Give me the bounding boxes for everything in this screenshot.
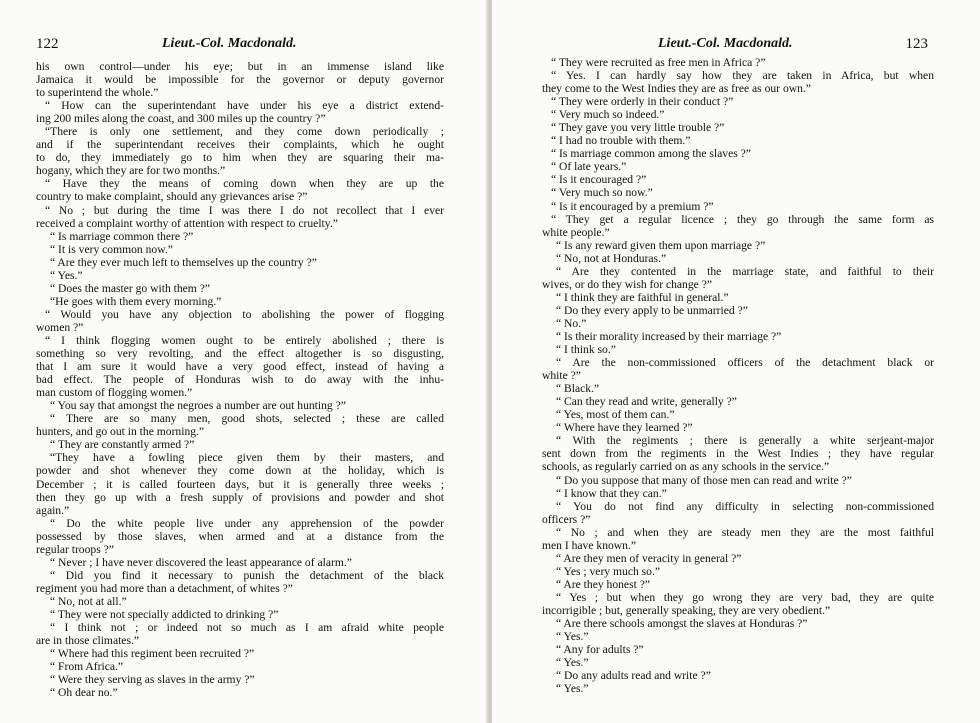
text-line: “There is only one settlement, and they come down periodically ; bbox=[45, 125, 444, 139]
text-line: “ Does the master go with them ?” bbox=[50, 281, 211, 295]
text-line: his own control—under his eye; but in an immense island like bbox=[36, 60, 444, 73]
text-line: “ Do any adults read and write ?” bbox=[556, 669, 711, 683]
right-page-header bbox=[550, 36, 928, 56]
text-line: “ Any for adults ?” bbox=[556, 643, 644, 657]
text-line: “ Yes. I can hardly say how they are taken in Africa, but when bbox=[551, 69, 934, 83]
text-line: man custom of flogging women.” bbox=[36, 386, 193, 400]
text-line: “ They were not specially addicted to drinking ?” bbox=[50, 607, 279, 621]
text-line: are in those climates.” bbox=[36, 634, 140, 648]
text-line: “ From Africa.” bbox=[50, 660, 124, 674]
text-line: “ Yes.” bbox=[556, 656, 589, 670]
text-line: “ They were recruited as free men in Africa ?” bbox=[551, 56, 766, 69]
left-page-header bbox=[36, 36, 440, 56]
text-line: “ They are constantly armed ?” bbox=[50, 438, 195, 452]
text-line: and if the superintendant receives their complaints, which he ought bbox=[36, 138, 444, 152]
text-line: hunters, and go out in the morning.” bbox=[36, 425, 205, 439]
right-running-head: Lieut.-Col. Macdonald. bbox=[658, 36, 793, 51]
text-line: “ Never ; I have never discovered the least appearance of alarm.” bbox=[50, 555, 352, 569]
text-line: “ Very much so now.” bbox=[551, 186, 653, 200]
text-line: “ It is very common now.” bbox=[50, 242, 173, 256]
left-page-number: 122 bbox=[36, 36, 59, 52]
text-line: “ No, not at Honduras.” bbox=[556, 251, 667, 265]
text-line: “ Are they contented in the marriage state, and faithful to their bbox=[556, 264, 934, 278]
right-page bbox=[492, 0, 980, 723]
text-line: regular troops ?” bbox=[36, 542, 114, 556]
text-line: incorrigible ; but, generally speaking, they are very obedient.” bbox=[542, 603, 831, 617]
text-line: “ Can they read and write, generally ?” bbox=[556, 395, 737, 409]
text-line: “ Oh dear no.” bbox=[50, 686, 118, 700]
right-page-body bbox=[542, 56, 934, 695]
text-line: “ Are the non-commissioned officers of the detachment black or bbox=[556, 356, 934, 370]
text-line: “ Is their morality increased by their marriage ?” bbox=[556, 329, 782, 343]
text-line: “ I had no trouble with them.” bbox=[551, 134, 691, 148]
text-line: “ No, not at all.” bbox=[50, 594, 127, 608]
text-line: “ Yes, most of them can.” bbox=[556, 408, 675, 422]
text-line: “ Have they the means of coming down when they are up the bbox=[45, 177, 444, 191]
text-line: “ No ; and when they are steady men they are the most faithful bbox=[556, 525, 934, 539]
right-page-number: 123 bbox=[905, 36, 928, 52]
text-line: “ Do they every apply to be unmarried ?” bbox=[556, 303, 748, 317]
text-line: “ Do you suppose that many of those men can read and write ?” bbox=[556, 473, 852, 487]
text-line: “ You say that amongst the negroes a number are out hunting ?” bbox=[50, 399, 346, 413]
text-line: “ Were they serving as slaves in the army ?” bbox=[50, 673, 255, 687]
text-line: “ Is marriage common among the slaves ?” bbox=[551, 147, 751, 161]
text-line: “ Would you have any objection to abolishing the power of flogging bbox=[45, 307, 444, 321]
text-line: “ They were orderly in their conduct ?” bbox=[551, 95, 734, 109]
text-line: “ Of late years.” bbox=[551, 160, 627, 174]
text-line: “ They get a regular licence ; they go through the same form as bbox=[551, 212, 934, 226]
text-line: “ Are there schools amongst the slaves at Honduras ?” bbox=[556, 617, 808, 631]
text-line: possessed by those slaves, when armed and at a distance from the bbox=[36, 529, 444, 543]
text-line: “ I think so.” bbox=[556, 343, 616, 357]
text-line: “ Yes.” bbox=[556, 630, 589, 644]
text-line: regiment you had more than a detachment, of whites ?” bbox=[36, 581, 293, 595]
text-line: “ Is it encouraged ?” bbox=[551, 173, 647, 187]
text-line: that I am sure it would have a very good effect, instead of having a bbox=[36, 360, 444, 374]
text-line: then they go up with a fresh supply of provisions and powder and shot bbox=[36, 490, 444, 504]
text-line: “ Are they ever much left to themselves up the country ?” bbox=[50, 255, 317, 269]
text-line: to do, they immediately go to him when they are squaring their ma- bbox=[36, 151, 444, 165]
text-line: “ Is it encouraged by a premium ?” bbox=[551, 199, 714, 213]
text-line: women ?” bbox=[36, 320, 84, 334]
text-line: “ I know that they can.” bbox=[556, 486, 667, 500]
text-line: “ Is marriage common there ?” bbox=[50, 229, 194, 243]
text-line: something so very revolting, and the effect altogether is so disgusting, bbox=[36, 347, 444, 361]
left-page-body bbox=[36, 60, 444, 699]
text-line: “ Yes ; but when they go wrong they are very bad, they are quite bbox=[556, 590, 934, 604]
text-line: Jamaica it would be impossible for the governor or deputy governor bbox=[36, 73, 444, 87]
text-line: bad effect. The people of Honduras wish to do away with the inhu- bbox=[36, 373, 444, 387]
text-line: “ Yes.” bbox=[556, 682, 589, 696]
text-line: “ Where have they learned ?” bbox=[556, 421, 693, 435]
text-line: white ?” bbox=[542, 369, 581, 383]
text-line: “ Yes.” bbox=[50, 268, 83, 282]
text-line: “They have a fowling piece given them by their masters, and bbox=[50, 451, 444, 465]
text-line: December ; it is called fourteen days, but it is generally three weeks ; bbox=[36, 477, 444, 491]
text-line: “ I think not ; or indeed not so much as I am afraid white people bbox=[50, 621, 444, 635]
text-line: “ You do not find any difficulty in selecting non-commissioned bbox=[556, 499, 934, 513]
text-line: schools, as regularly carried on as any schools in the service.” bbox=[542, 460, 830, 474]
text-line: “ Is any reward given them upon marriage ?” bbox=[556, 238, 766, 252]
text-line: “ Are they honest ?” bbox=[556, 577, 651, 591]
text-line: “He goes with them every morning.” bbox=[50, 294, 222, 308]
text-line: “ No.” bbox=[556, 316, 587, 330]
text-line: country to make complaint, should any grievances arise ?” bbox=[36, 190, 308, 204]
text-line: wives, or do they wish for change ?” bbox=[542, 277, 712, 291]
text-line: men I have known.” bbox=[542, 538, 637, 552]
text-line: “ I think flogging women ought to be entirely abolished ; there is bbox=[45, 333, 444, 347]
text-line: “ Are they men of veracity in general ?” bbox=[556, 551, 742, 565]
text-line: ing 200 miles along the coast, and 300 miles up the country ?” bbox=[36, 112, 326, 126]
text-line: white people.” bbox=[542, 225, 610, 239]
text-line: to superintend the whole.” bbox=[36, 86, 159, 100]
text-line: “ I think they are faithful in general.” bbox=[556, 290, 729, 304]
text-line: “ Did you find it necessary to punish the detachment of the black bbox=[50, 568, 444, 582]
text-line: they come to the West Indies they are as free as our own.” bbox=[542, 82, 811, 96]
text-line: “ How can the superintendant have under his eye a district extend- bbox=[45, 99, 444, 113]
text-line: “ No ; but during the time I was there I do not recollect that I ever bbox=[45, 203, 444, 217]
text-line: sent down from the regiments in the West Indies ; they have regular bbox=[542, 447, 934, 461]
text-line: “ Black.” bbox=[556, 382, 600, 396]
text-line: “ They gave you very little trouble ?” bbox=[551, 121, 725, 135]
text-line: “ Where had this regiment been recruited ?” bbox=[50, 647, 255, 661]
text-line: “ There are so many men, good shots, selected ; these are called bbox=[50, 412, 444, 426]
text-line: hogany, which they are for two months.” bbox=[36, 164, 226, 178]
text-line: powder and shot whenever they come down at the holiday, which is bbox=[36, 464, 444, 478]
text-line: “ Very much so indeed.” bbox=[551, 108, 665, 122]
text-line: received a complaint worthy of attention with respect to cruelty.” bbox=[36, 216, 338, 230]
text-line: officers ?” bbox=[542, 512, 591, 526]
text-line: “ Do the white people live under any apprehension of the powder bbox=[50, 516, 444, 530]
text-line: again.” bbox=[36, 503, 70, 517]
text-line: “ Yes ; very much so.” bbox=[556, 564, 661, 578]
left-running-head: Lieut.-Col. Macdonald. bbox=[162, 36, 297, 51]
left-page bbox=[0, 0, 488, 723]
text-line: “ With the regiments ; there is generally a white serjeant-major bbox=[556, 434, 934, 448]
